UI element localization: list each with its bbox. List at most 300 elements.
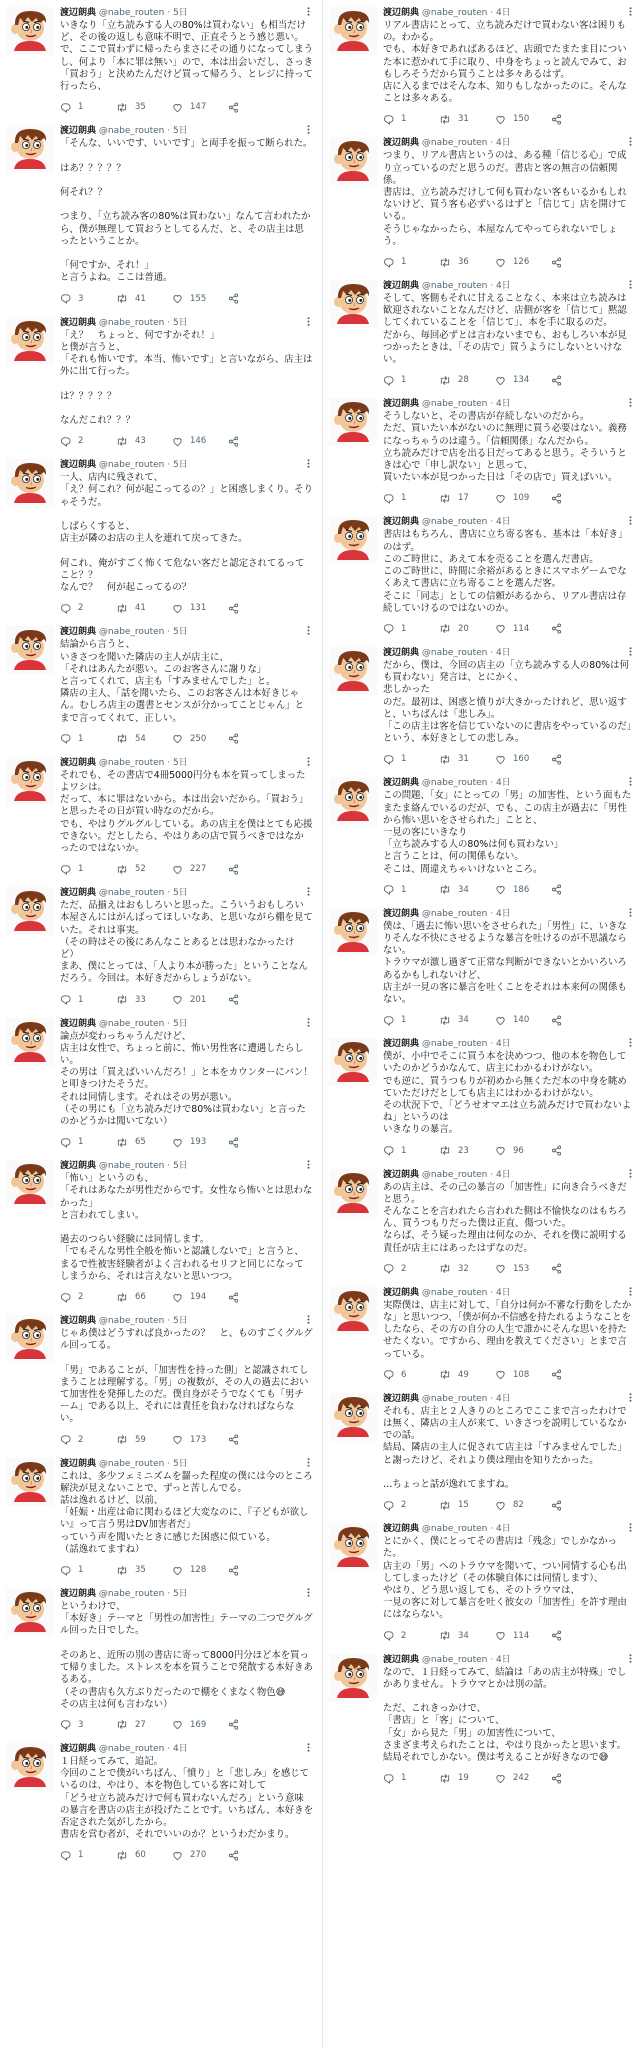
tweet-date[interactable]: 5日 — [172, 1458, 188, 1469]
like-button[interactable] — [172, 603, 228, 614]
tweet[interactable] — [323, 1162, 643, 1280]
reply-button[interactable] — [383, 1630, 439, 1641]
like-button[interactable] — [495, 754, 551, 765]
more-icon[interactable] — [303, 1458, 313, 1470]
tweet-date[interactable]: 5日 — [172, 888, 188, 899]
author-name[interactable]: 渡辺朗典 — [383, 1169, 420, 1180]
avatar[interactable] — [6, 1743, 54, 1791]
avatar[interactable] — [329, 7, 377, 55]
more-icon[interactable] — [625, 1169, 635, 1181]
author-handle[interactable]: @nabe_routen — [98, 1316, 165, 1327]
author-handle[interactable]: @nabe_routen — [98, 317, 165, 328]
share-button[interactable] — [551, 114, 571, 125]
like-button[interactable] — [172, 436, 228, 447]
reply-button[interactable] — [383, 1263, 439, 1274]
author-name[interactable]: 渡辺朗典 — [383, 778, 420, 789]
author-name[interactable]: 渡辺朗典 — [383, 8, 420, 18]
retweet-button[interactable] — [116, 733, 172, 744]
tweet-date[interactable]: 4日 — [495, 1524, 511, 1535]
reply-button[interactable] — [60, 1137, 116, 1148]
reply-button[interactable] — [60, 1434, 116, 1445]
author-name[interactable]: 渡辺朗典 — [383, 1524, 420, 1535]
author-handle[interactable]: @nabe_routen — [98, 1458, 165, 1469]
more-icon[interactable] — [303, 1018, 313, 1030]
retweet-button[interactable] — [439, 1369, 495, 1380]
more-icon[interactable] — [625, 280, 635, 292]
tweet-date[interactable]: 4日 — [495, 778, 511, 789]
separator-dot: · — [490, 908, 494, 919]
tweet-date[interactable]: 4日 — [495, 8, 511, 18]
reply-button[interactable] — [383, 375, 439, 386]
heart-icon — [172, 1292, 183, 1303]
tweet-date[interactable]: 4日 — [495, 399, 511, 410]
author-handle[interactable]: @nabe_routen — [421, 1039, 488, 1050]
retweet-button[interactable] — [116, 1565, 172, 1576]
tweet[interactable] — [323, 1647, 643, 1790]
avatar[interactable] — [6, 7, 54, 55]
avatar[interactable] — [329, 1287, 377, 1335]
tweet[interactable] — [323, 1280, 643, 1386]
reply-button[interactable] — [60, 436, 116, 447]
avatar[interactable] — [6, 1588, 54, 1636]
reply-button[interactable] — [383, 754, 439, 765]
retweet-button[interactable] — [116, 102, 172, 113]
tweet-date[interactable]: 5日 — [172, 1018, 188, 1029]
tweet-date[interactable]: 4日 — [495, 1039, 511, 1050]
tweet[interactable] — [323, 901, 643, 1031]
tweet[interactable] — [323, 273, 643, 391]
retweet-count: 28 — [458, 375, 469, 386]
retweet-button[interactable] — [439, 375, 495, 386]
retweet-button[interactable] — [439, 1500, 495, 1511]
author-name[interactable]: 渡辺朗典 — [383, 138, 420, 149]
more-icon[interactable] — [625, 516, 635, 528]
retweet-button[interactable] — [439, 1263, 495, 1274]
reply-button[interactable] — [60, 1850, 116, 1861]
tweet[interactable] — [0, 880, 321, 1010]
retweet-count: 33 — [135, 994, 146, 1005]
reply-button[interactable] — [383, 1145, 439, 1156]
reply-button[interactable] — [60, 603, 116, 614]
share-button[interactable] — [228, 102, 248, 113]
avatar[interactable] — [6, 1018, 54, 1066]
tweet-date[interactable]: 5日 — [172, 1589, 188, 1600]
author-name[interactable]: 渡辺朗典 — [60, 1458, 97, 1469]
reply-button[interactable] — [383, 1369, 439, 1380]
tweet-date[interactable]: 5日 — [172, 8, 188, 18]
author-handle[interactable]: @nabe_routen — [421, 8, 488, 18]
tweet[interactable] — [0, 619, 321, 749]
tweet[interactable] — [323, 1031, 643, 1161]
share-icon — [228, 864, 239, 875]
tweet[interactable] — [0, 1451, 321, 1581]
author-handle[interactable]: @nabe_routen — [421, 281, 488, 292]
heart-icon — [495, 1015, 506, 1026]
more-icon[interactable] — [303, 1315, 313, 1327]
more-icon[interactable] — [303, 626, 313, 638]
retweet-button[interactable] — [439, 1145, 495, 1156]
share-button[interactable] — [228, 864, 248, 875]
author-name[interactable]: 渡辺朗典 — [60, 1161, 97, 1172]
avatar[interactable] — [329, 516, 377, 564]
author-handle[interactable]: @nabe_routen — [421, 778, 488, 789]
avatar[interactable] — [6, 757, 54, 805]
more-icon[interactable] — [303, 887, 313, 899]
author-name[interactable]: 渡辺朗典 — [60, 627, 97, 638]
tweet[interactable] — [323, 1386, 643, 1516]
retweet-button[interactable] — [116, 436, 172, 447]
share-button[interactable] — [228, 1850, 248, 1861]
like-button[interactable] — [172, 864, 228, 875]
share-button[interactable] — [551, 1263, 571, 1274]
share-button[interactable] — [551, 754, 571, 765]
share-button[interactable] — [228, 603, 248, 614]
tweet[interactable] — [323, 770, 643, 900]
retweet-button[interactable] — [439, 1773, 495, 1784]
share-icon — [551, 884, 562, 895]
tweet-date[interactable]: 5日 — [172, 1161, 188, 1172]
reply-button[interactable] — [60, 733, 116, 744]
tweet[interactable] — [323, 640, 643, 770]
author-handle[interactable]: @nabe_routen — [98, 1018, 165, 1029]
like-button[interactable] — [495, 1630, 551, 1641]
like-button[interactable] — [495, 1500, 551, 1511]
like-button[interactable] — [172, 1292, 228, 1303]
like-button[interactable] — [172, 1137, 228, 1148]
author-name[interactable]: 渡辺朗典 — [383, 647, 420, 658]
share-button[interactable] — [228, 1434, 248, 1445]
avatar[interactable] — [329, 777, 377, 825]
tweet-date[interactable]: 4日 — [495, 647, 511, 658]
retweet-button[interactable] — [439, 884, 495, 895]
retweet-button[interactable] — [116, 1434, 172, 1445]
reply-button[interactable] — [60, 293, 116, 304]
like-button[interactable] — [172, 1434, 228, 1445]
author-name[interactable]: 渡辺朗典 — [60, 8, 97, 18]
reply-button[interactable] — [383, 623, 439, 634]
retweet-button[interactable] — [439, 1630, 495, 1641]
author-handle[interactable]: @nabe_routen — [98, 757, 165, 768]
tweet-date[interactable]: 4日 — [495, 138, 511, 149]
tweet[interactable] — [0, 1308, 321, 1451]
reply-icon — [60, 1434, 71, 1445]
more-icon[interactable] — [625, 647, 635, 659]
tweet-date[interactable]: 4日 — [495, 281, 511, 292]
tweet[interactable] — [0, 0, 321, 118]
more-icon[interactable] — [303, 1743, 313, 1755]
author-handle[interactable]: @nabe_routen — [98, 1743, 165, 1754]
tweet-date[interactable]: 5日 — [172, 757, 188, 768]
share-button[interactable] — [228, 1292, 248, 1303]
avatar[interactable] — [329, 1169, 377, 1217]
like-button[interactable] — [172, 1565, 228, 1576]
more-icon[interactable] — [303, 757, 313, 769]
avatar[interactable] — [329, 280, 377, 328]
share-button[interactable] — [551, 1773, 571, 1784]
retweet-count: 15 — [458, 1500, 469, 1511]
author-name[interactable]: 渡辺朗典 — [60, 317, 97, 328]
author-handle[interactable]: @nabe_routen — [421, 1287, 488, 1298]
more-icon[interactable] — [625, 1523, 635, 1535]
heart-icon — [172, 102, 183, 113]
author-name[interactable]: 渡辺朗典 — [383, 1039, 420, 1050]
share-button[interactable] — [551, 257, 571, 268]
share-button[interactable] — [551, 1630, 571, 1641]
tweet-date[interactable]: 4日 — [495, 1393, 511, 1404]
reply-button[interactable] — [60, 102, 116, 113]
like-button[interactable] — [495, 623, 551, 634]
more-icon[interactable] — [303, 459, 313, 471]
reply-button[interactable] — [60, 994, 116, 1005]
like-button[interactable] — [495, 375, 551, 386]
retweet-button[interactable] — [439, 114, 495, 125]
retweet-button[interactable] — [116, 994, 172, 1005]
share-button[interactable] — [228, 994, 248, 1005]
tweet-date[interactable]: 5日 — [172, 126, 188, 137]
share-button[interactable] — [551, 1500, 571, 1511]
author-name[interactable]: 渡辺朗典 — [383, 399, 420, 410]
retweet-icon — [439, 1500, 451, 1511]
tweet-header — [383, 1523, 635, 1535]
share-button[interactable] — [228, 1565, 248, 1576]
author-name[interactable]: 渡辺朗典 — [60, 1589, 97, 1600]
share-button[interactable] — [228, 1719, 248, 1730]
like-count: 114 — [513, 1630, 530, 1641]
more-icon[interactable] — [625, 777, 635, 789]
tweet[interactable] — [0, 1011, 321, 1154]
tweet[interactable] — [0, 1581, 321, 1736]
heart-icon — [172, 1850, 183, 1861]
reply-button[interactable] — [383, 1500, 439, 1511]
avatar-illustration — [329, 1654, 377, 1702]
avatar[interactable] — [6, 459, 54, 507]
retweet-button[interactable] — [116, 1719, 172, 1730]
author-handle[interactable]: @nabe_routen — [98, 8, 165, 18]
avatar[interactable] — [329, 398, 377, 446]
share-icon — [228, 994, 239, 1005]
retweet-button[interactable] — [439, 754, 495, 765]
like-count: 201 — [190, 994, 207, 1005]
retweet-button[interactable] — [439, 623, 495, 634]
author-handle[interactable]: @nabe_routen — [98, 1589, 165, 1600]
more-icon[interactable] — [625, 1038, 635, 1050]
share-button[interactable] — [551, 1015, 571, 1026]
reply-button[interactable] — [60, 1719, 116, 1730]
more-icon[interactable] — [625, 1393, 635, 1405]
like-button[interactable] — [495, 114, 551, 125]
reply-button[interactable] — [383, 1773, 439, 1784]
like-button[interactable] — [495, 493, 551, 504]
tweet-date[interactable]: 4日 — [495, 1287, 511, 1298]
share-button[interactable] — [551, 884, 571, 895]
more-icon[interactable] — [625, 1287, 635, 1299]
share-button[interactable] — [551, 1145, 571, 1156]
tweet[interactable] — [0, 1736, 321, 1866]
avatar[interactable] — [329, 647, 377, 695]
share-button[interactable] — [551, 375, 571, 386]
author-handle[interactable]: @nabe_routen — [421, 1393, 488, 1404]
like-button[interactable] — [495, 884, 551, 895]
author-handle[interactable]: @nabe_routen — [421, 1654, 488, 1665]
like-button[interactable] — [172, 994, 228, 1005]
share-button[interactable] — [551, 493, 571, 504]
retweet-button[interactable] — [116, 1292, 172, 1303]
avatar[interactable] — [329, 1393, 377, 1441]
avatar[interactable] — [6, 1458, 54, 1506]
more-icon[interactable] — [303, 1588, 313, 1600]
like-button[interactable] — [495, 1773, 551, 1784]
author-handle[interactable]: @nabe_routen — [98, 460, 165, 471]
avatar[interactable] — [6, 626, 54, 674]
share-button[interactable] — [228, 733, 248, 744]
retweet-button[interactable] — [116, 1137, 172, 1148]
like-button[interactable] — [495, 1015, 551, 1026]
heart-icon — [495, 1773, 506, 1784]
retweet-button[interactable] — [116, 864, 172, 875]
avatar[interactable] — [329, 1654, 377, 1702]
tweet-date[interactable]: 4日 — [495, 1654, 511, 1665]
like-button[interactable] — [495, 1145, 551, 1156]
author-name[interactable]: 渡辺朗典 — [383, 908, 420, 919]
heart-icon — [172, 733, 183, 744]
retweet-button[interactable] — [116, 1850, 172, 1861]
author-handle[interactable]: @nabe_routen — [421, 399, 488, 410]
retweet-button[interactable] — [439, 1015, 495, 1026]
reply-button[interactable] — [60, 864, 116, 875]
tweet[interactable] — [0, 750, 321, 880]
avatar[interactable] — [6, 887, 54, 935]
retweet-button[interactable] — [116, 603, 172, 614]
author-name[interactable]: 渡辺朗典 — [60, 757, 97, 768]
reply-button[interactable] — [383, 257, 439, 268]
author-handle[interactable]: @nabe_routen — [421, 647, 488, 658]
tweet-text: いきなり「立ち読みする人の80%は買わない」も相当だけど、その後の返しも意味不明で、正直そうとう感じ悪い。 で、ここで買わずに帰ったらまさにその通りになってしまうし、何より「本に罪は無い」ので、本は出会いだし、さっき「買おう」と決めたんだけど買って帰ろう、とレジに持って行ったら、 — [60, 20, 313, 93]
retweet-button[interactable] — [116, 293, 172, 304]
reply-count: 1 — [401, 1015, 407, 1026]
heart-icon — [495, 623, 506, 634]
like-button[interactable] — [495, 257, 551, 268]
tweet-date[interactable]: 4日 — [495, 1169, 511, 1180]
like-button[interactable] — [495, 1263, 551, 1274]
tweet[interactable] — [0, 118, 321, 309]
like-button[interactable] — [172, 102, 228, 113]
more-icon[interactable] — [625, 7, 635, 19]
tweet[interactable] — [0, 1153, 321, 1308]
avatar-illustration — [6, 125, 54, 173]
like-count: 250 — [190, 733, 207, 744]
tweet-date[interactable]: 4日 — [495, 908, 511, 919]
more-icon[interactable] — [303, 7, 313, 19]
author-name[interactable]: 渡辺朗典 — [60, 1743, 97, 1754]
avatar[interactable] — [6, 317, 54, 365]
author-name[interactable]: 渡辺朗典 — [60, 1018, 97, 1029]
more-icon[interactable] — [303, 125, 313, 137]
reply-count: 2 — [78, 1292, 84, 1303]
reply-button[interactable] — [383, 114, 439, 125]
avatar[interactable] — [329, 1523, 377, 1571]
reply-button[interactable] — [383, 884, 439, 895]
author-handle[interactable]: @nabe_routen — [421, 1169, 488, 1180]
avatar[interactable] — [6, 1315, 54, 1363]
avatar[interactable] — [6, 125, 54, 173]
avatar[interactable] — [329, 908, 377, 956]
more-icon[interactable] — [625, 908, 635, 920]
tweet[interactable] — [323, 509, 643, 639]
author-name[interactable]: 渡辺朗典 — [383, 1654, 420, 1665]
tweet-date[interactable]: 4日 — [495, 517, 511, 528]
author-name[interactable]: 渡辺朗典 — [60, 460, 97, 471]
author-handle[interactable]: @nabe_routen — [98, 888, 165, 899]
like-button[interactable] — [495, 1369, 551, 1380]
author-handle[interactable]: @nabe_routen — [421, 908, 488, 919]
author-handle[interactable]: @nabe_routen — [98, 126, 165, 137]
retweet-button[interactable] — [439, 493, 495, 504]
like-count: 131 — [190, 603, 207, 614]
more-icon[interactable] — [303, 1160, 313, 1172]
more-icon[interactable] — [625, 137, 635, 149]
tweet[interactable] — [323, 391, 643, 509]
author-name[interactable]: 渡辺朗典 — [60, 888, 97, 899]
tweet[interactable] — [323, 0, 643, 130]
tweet-date[interactable]: 5日 — [172, 460, 188, 471]
tweet[interactable] — [323, 130, 643, 273]
more-icon[interactable] — [625, 1654, 635, 1666]
like-button[interactable] — [172, 293, 228, 304]
avatar[interactable] — [6, 1160, 54, 1208]
more-icon[interactable] — [303, 317, 313, 329]
share-button[interactable] — [551, 1369, 571, 1380]
reply-button[interactable] — [60, 1292, 116, 1303]
share-button[interactable] — [228, 293, 248, 304]
retweet-count: 19 — [458, 1773, 469, 1784]
author-handle[interactable]: @nabe_routen — [421, 138, 488, 149]
tweet-text: というわけで、 「本好き」テーマと「男性の加害性」テーマの二つでグルグル回った日でした。 そのあと、近所の別の書店に寄って8000円分ほど本を買って帰りました。ストレスを本を買うことで発散する本好きあるある。 （その書店も久方ぶりだったので棚をくまなく物色😅 その店主は何も言わない） — [60, 1601, 313, 1710]
reply-button[interactable] — [383, 1015, 439, 1026]
share-button[interactable] — [228, 1137, 248, 1148]
share-button[interactable] — [551, 623, 571, 634]
author-handle[interactable]: @nabe_routen — [98, 1161, 165, 1172]
reply-button[interactable] — [383, 493, 439, 504]
tweet[interactable] — [0, 452, 321, 619]
author-name[interactable]: 渡辺朗典 — [383, 281, 420, 292]
author-name[interactable]: 渡辺朗典 — [383, 1393, 420, 1404]
author-handle[interactable]: @nabe_routen — [421, 517, 488, 528]
like-button[interactable] — [172, 1719, 228, 1730]
author-handle[interactable]: @nabe_routen — [98, 627, 165, 638]
tweet-date[interactable]: 5日 — [172, 1316, 188, 1327]
like-button[interactable] — [172, 1850, 228, 1861]
tweet-date[interactable]: 5日 — [172, 317, 188, 328]
tweet-date[interactable]: 4日 — [172, 1743, 188, 1754]
tweet[interactable] — [0, 310, 321, 453]
more-icon[interactable] — [625, 398, 635, 410]
tweet-date[interactable]: 5日 — [172, 627, 188, 638]
reply-button[interactable] — [60, 1565, 116, 1576]
tweet[interactable] — [323, 1516, 643, 1646]
share-button[interactable] — [228, 436, 248, 447]
author-name[interactable]: 渡辺朗典 — [383, 1287, 420, 1298]
avatar[interactable] — [329, 1038, 377, 1086]
retweet-button[interactable] — [439, 257, 495, 268]
author-name[interactable]: 渡辺朗典 — [60, 1316, 97, 1327]
like-count: 160 — [513, 754, 530, 765]
author-name[interactable]: 渡辺朗典 — [383, 517, 420, 528]
author-name[interactable]: 渡辺朗典 — [60, 126, 97, 137]
author-handle[interactable]: @nabe_routen — [421, 1524, 488, 1535]
avatar[interactable] — [329, 137, 377, 185]
tweet-actions — [60, 96, 313, 118]
like-button[interactable] — [172, 733, 228, 744]
